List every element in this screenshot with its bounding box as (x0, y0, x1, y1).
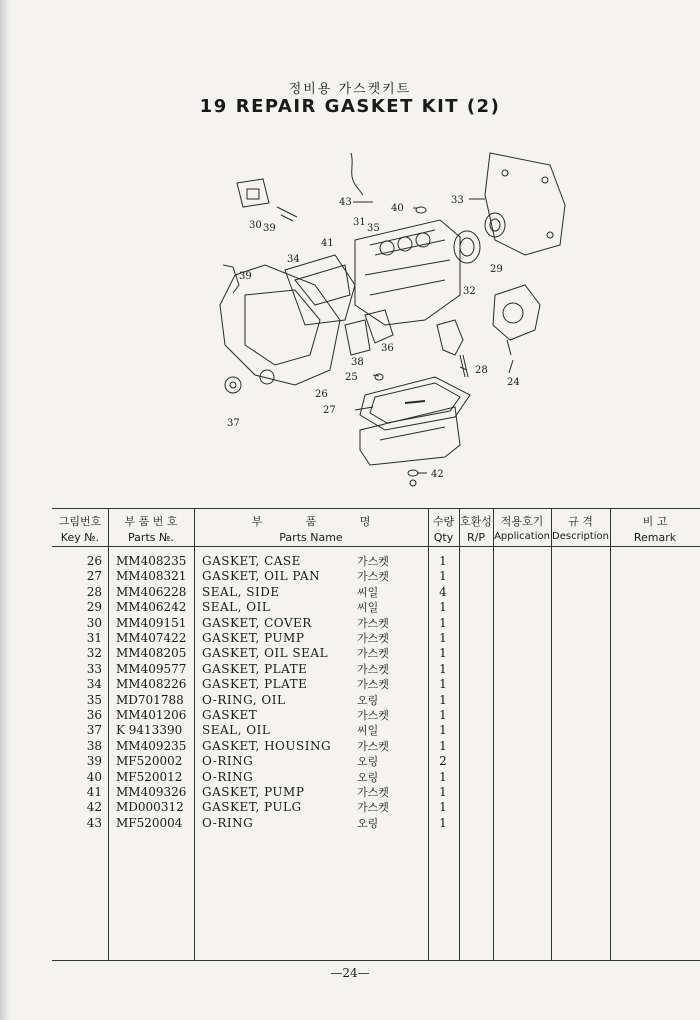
table-row (52, 554, 700, 569)
callout-24: 24 (507, 377, 520, 388)
callout-42: 42 (431, 469, 444, 480)
row-part-name-korean: 가스켓 (357, 709, 389, 722)
row-part-number: MF520004 (116, 815, 183, 830)
row-quantity: 1 (439, 738, 447, 753)
header-description: 규 격 Description (552, 515, 609, 542)
header-remark: 비 고 Remark (633, 515, 677, 544)
row-part-number: MF520012 (116, 769, 183, 784)
table-row (52, 585, 700, 600)
row-quantity: 1 (439, 785, 447, 799)
row-part-name: GASKET, OIL SEAL (202, 646, 329, 661)
header-application: 적용호기 Application (494, 515, 550, 542)
row-quantity: 1 (439, 661, 447, 676)
row-part-name-korean: 가스켓 (357, 647, 389, 661)
table-row (52, 646, 700, 661)
title-korean: 정비용 가스켓키트 (288, 82, 412, 97)
table-row (52, 616, 700, 631)
row-part-name-korean: 오링 (357, 816, 379, 830)
table-bottom-rule (52, 960, 700, 961)
row-key: 40 (86, 769, 102, 784)
row-quantity: 1 (439, 800, 447, 815)
row-part-number: MM408321 (116, 569, 187, 584)
row-part-name-korean: 가스켓 (357, 570, 389, 584)
row-quantity: 1 (439, 723, 447, 738)
row-part-number: MM409235 (116, 738, 187, 753)
row-part-number: MM408205 (116, 646, 187, 661)
row-part-name: GASKET, PULG (202, 800, 302, 815)
callout-30: 30 (249, 220, 262, 231)
row-part-name-korean: 가스켓 (357, 632, 389, 645)
row-key: 37 (86, 723, 102, 738)
row-part-number: MM406242 (116, 600, 187, 615)
row-part-name-korean: 가스켓 (357, 555, 389, 568)
row-part-name-korean: 가스켓 (357, 662, 389, 676)
row-part-name: O-RING (202, 815, 254, 830)
row-part-number: MM401206 (116, 708, 187, 722)
row-key: 39 (86, 754, 102, 769)
row-part-number: K 9413390 (116, 723, 183, 738)
header-key: 그림번호 Key №. (58, 515, 102, 544)
callout-29: 29 (490, 264, 503, 275)
row-quantity: 1 (439, 769, 447, 784)
row-key: 32 (86, 646, 102, 661)
row-part-name: SEAL, OIL (202, 723, 271, 738)
row-part-number: MM406228 (116, 584, 187, 599)
row-key: 41 (86, 785, 102, 799)
row-part-number: MF520002 (116, 754, 183, 769)
table-row (52, 693, 700, 708)
row-part-name: GASKET, PLATE (202, 661, 308, 676)
engine-block-part (355, 220, 460, 325)
callout-28: 28 (475, 365, 488, 376)
row-part-number: MM409326 (116, 785, 187, 799)
row-part-number: MD000312 (116, 800, 184, 815)
row-part-name: GASKET, OIL PAN (202, 569, 321, 584)
row-quantity: 1 (439, 615, 447, 630)
cover-plate-part (237, 179, 269, 207)
callout-40: 40 (391, 203, 404, 214)
row-key: 34 (86, 677, 102, 692)
row-key: 35 (86, 692, 102, 707)
row-key: 27 (86, 569, 102, 584)
row-key: 26 (86, 554, 102, 568)
row-quantity: 1 (439, 554, 447, 568)
header-rp: 호환성 R/P (460, 515, 492, 544)
callout-31: 31 (353, 217, 366, 228)
row-key: 33 (86, 661, 102, 676)
row-part-name-korean: 씨일 (357, 724, 379, 738)
row-part-name-korean: 오링 (357, 693, 379, 707)
header-parts-name: 부 품 명 Parts Name (251, 515, 371, 544)
table-row (52, 677, 700, 692)
row-part-number: MM409151 (116, 615, 187, 630)
table-row (52, 770, 700, 785)
callout-43: 43 (339, 197, 352, 208)
table-row (52, 662, 700, 677)
row-part-name-korean: 가스켓 (357, 678, 389, 692)
row-part-name: GASKET, PUMP (202, 785, 305, 799)
callout-34: 34 (287, 254, 300, 265)
callout-32: 32 (463, 286, 476, 297)
table-row (52, 754, 700, 769)
row-part-number: MM408235 (116, 554, 187, 568)
callout-36: 36 (381, 343, 394, 354)
row-part-name: SEAL, SIDE (202, 584, 280, 599)
table-row (52, 569, 700, 584)
row-part-name-korean: 오링 (357, 755, 379, 769)
row-part-name: GASKET, HOUSING (202, 738, 332, 753)
row-quantity: 1 (439, 692, 447, 707)
row-key: 43 (86, 815, 102, 830)
table-row (52, 785, 700, 800)
row-key: 36 (86, 708, 102, 722)
row-part-name: GASKET, PLATE (202, 677, 308, 692)
callout-39b: 39 (239, 271, 252, 282)
row-part-name-korean: 씨일 (357, 601, 379, 615)
row-part-name-korean: 오링 (357, 770, 379, 784)
row-part-number: MD701788 (116, 692, 184, 707)
table-row (52, 816, 700, 831)
row-part-name-korean: 가스켓 (357, 616, 389, 630)
callout-39a: 39 (263, 223, 276, 234)
header-qty: 수량 Qty (432, 515, 455, 544)
dipstick-tube-part (351, 153, 363, 195)
row-part-name: O-RING (202, 769, 254, 784)
table-top-rule (52, 508, 700, 509)
row-part-name-korean: 가스켓 (357, 739, 389, 753)
row-part-number: MM407422 (116, 631, 187, 645)
row-part-name: GASKET, COVER (202, 615, 312, 630)
section-title: REPAIR GASKET KIT (2) (235, 96, 501, 117)
callout-38: 38 (351, 357, 364, 368)
row-key: 42 (86, 800, 102, 815)
table-header-rule (52, 546, 700, 547)
row-key: 31 (86, 631, 102, 645)
rear-plate-part (485, 153, 565, 255)
callout-35: 35 (367, 223, 380, 234)
row-key: 30 (86, 615, 102, 630)
row-quantity: 1 (439, 708, 447, 722)
row-key: 38 (86, 738, 102, 753)
row-part-name: SEAL, OIL (202, 600, 271, 615)
header-parts-no: 부 품 번 호 Parts №. (124, 515, 178, 544)
callout-41: 41 (321, 238, 334, 249)
callout-25: 25 (345, 372, 358, 383)
table-row (52, 800, 700, 815)
callout-27: 27 (323, 405, 336, 416)
row-part-name-korean: 씨일 (357, 585, 379, 599)
table-row (52, 739, 700, 754)
table-row (52, 708, 700, 723)
row-key: 29 (86, 600, 102, 615)
page-number: —24— (330, 966, 370, 980)
page-binding-edge (0, 0, 10, 1020)
row-key: 28 (86, 584, 102, 599)
table-row (52, 631, 700, 646)
callout-26: 26 (315, 389, 328, 400)
oil-pan-gasket-part (360, 377, 470, 430)
callout-33: 33 (451, 195, 464, 206)
row-part-name-korean: 가스켓 (357, 801, 389, 815)
row-quantity: 4 (439, 584, 447, 599)
row-part-name: O-RING (202, 754, 254, 769)
row-part-name: GASKET, CASE (202, 554, 301, 568)
table-row (52, 723, 700, 738)
table-row (52, 600, 700, 615)
row-part-name-korean: 가스켓 (357, 786, 389, 799)
row-part-name: GASKET, PUMP (202, 631, 305, 645)
row-quantity: 2 (439, 754, 447, 769)
row-quantity: 1 (439, 600, 447, 615)
row-part-number: MM408226 (116, 677, 187, 692)
exploded-parts-diagram (205, 145, 585, 495)
page-title (0, 96, 700, 117)
alternator-part (493, 285, 540, 340)
row-quantity: 1 (439, 677, 447, 692)
row-part-name: O-RING, OIL (202, 692, 286, 707)
section-number: 19 (199, 96, 228, 117)
parts-table (52, 508, 700, 960)
row-quantity: 1 (439, 631, 447, 645)
row-quantity: 1 (439, 569, 447, 584)
row-part-number: MM409577 (116, 661, 187, 676)
row-part-name: GASKET (202, 708, 258, 722)
row-quantity: 1 (439, 815, 447, 830)
callout-37: 37 (227, 418, 240, 429)
row-quantity: 1 (439, 646, 447, 661)
